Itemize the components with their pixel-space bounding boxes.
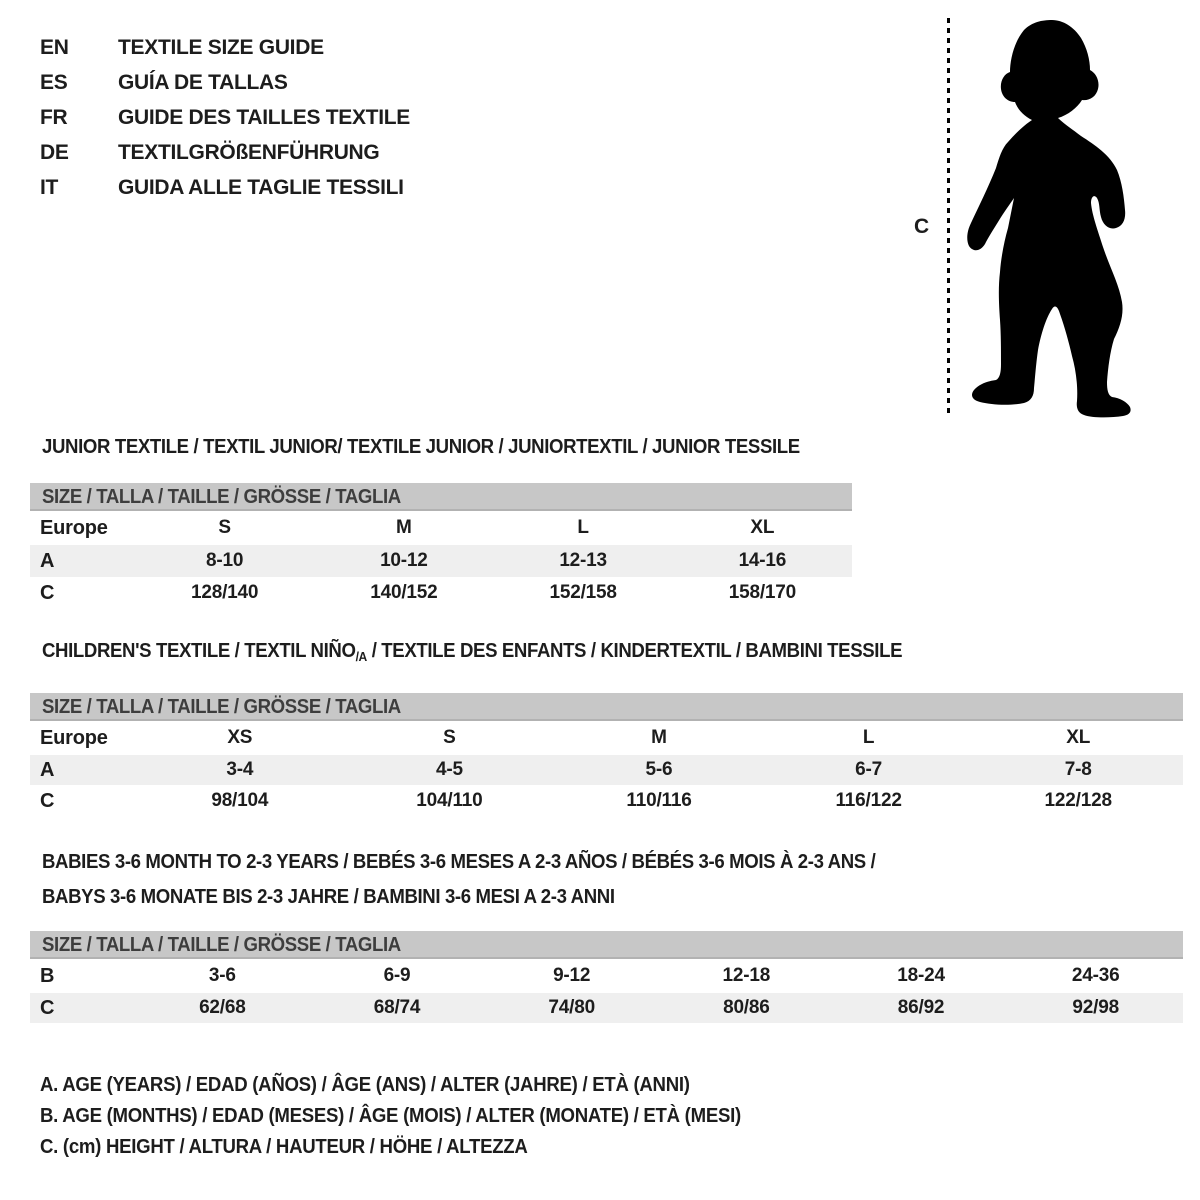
cell: 10-12	[380, 550, 428, 571]
cell: 62/68	[199, 997, 246, 1018]
language-title: GUIDA ALLE TAGLIE TESSILI	[118, 176, 404, 199]
footer-legend	[40, 1070, 794, 1163]
table-row	[30, 959, 1183, 993]
table-row	[30, 511, 852, 545]
language-title: TEXTILGRÖßENFÜHRUNG	[118, 141, 380, 164]
cell: 24-36	[1071, 965, 1120, 986]
cell: 12-13	[559, 550, 607, 571]
legend-line-c: C. (cm) HEIGHT / ALTURA / HAUTEUR / HÖHE / ALTEZZA	[40, 1136, 528, 1158]
row-label: A	[40, 759, 55, 781]
cell: 116/122	[835, 790, 902, 811]
section-title-text	[42, 640, 902, 664]
row-label: C	[40, 582, 55, 604]
cell: 80/86	[723, 997, 770, 1018]
table-row	[30, 993, 1183, 1023]
size-table-junior	[30, 483, 852, 609]
size-header-text: SIZE / TALLA / TAILLE / GRÖSSE / TAGLIA	[42, 486, 401, 508]
table-row	[30, 577, 852, 609]
section-title-children	[42, 640, 967, 664]
cell: 8-10	[206, 550, 244, 571]
cell: 5-6	[645, 759, 673, 780]
cell: S	[443, 727, 456, 748]
height-measure-label: C	[914, 215, 930, 238]
language-code: EN	[40, 36, 69, 59]
title-prefix: CHILDREN'S TEXTILE / TEXTIL NIÑO	[42, 640, 356, 662]
cell: 68/74	[373, 997, 421, 1018]
cell: M	[651, 727, 667, 748]
size-table-children	[30, 693, 1183, 817]
cell: S	[218, 517, 231, 538]
cell: 158/170	[728, 582, 797, 603]
language-title: GUÍA DE TALLAS	[118, 71, 288, 94]
language-title: GUIDE DES TAILLES TEXTILE	[118, 106, 410, 129]
size-table-header	[30, 693, 1183, 721]
row-label: C	[40, 997, 55, 1019]
height-dashed-line	[947, 18, 950, 416]
cell: 128/140	[190, 582, 259, 603]
row-label: B	[40, 965, 55, 987]
cell: 92/98	[1072, 997, 1119, 1018]
table-row	[30, 721, 1183, 755]
cell: XL	[750, 517, 775, 538]
size-header-text: SIZE / TALLA / TAILLE / GRÖSSE / TAGLIA	[42, 696, 401, 718]
table-row	[30, 785, 1183, 817]
section-title-text: JUNIOR TEXTILE / TEXTIL JUNIOR/ TEXTILE JUNIOR / JUNIORTEXTIL / JUNIOR TESSILE	[42, 436, 800, 458]
section-title-line2: BABYS 3-6 MONATE BIS 2-3 JAHRE / BAMBINI 3-6 MESI A 2-3 ANNI	[42, 886, 615, 908]
cell: 152/158	[549, 582, 617, 603]
language-row-de	[40, 135, 410, 170]
cell: XL	[1066, 727, 1091, 748]
cell: 3-6	[208, 965, 236, 986]
cell: 86/92	[897, 997, 945, 1018]
cell: 4-5	[435, 759, 463, 780]
language-row-en	[40, 30, 410, 65]
row-label: A	[40, 550, 55, 572]
row-label: Europe	[40, 727, 108, 749]
cell: 98/104	[211, 790, 269, 811]
cell: 6-7	[855, 759, 883, 780]
cell: 122/128	[1044, 790, 1112, 811]
cell: 18-24	[897, 965, 945, 986]
language-row-es	[40, 65, 410, 100]
size-header-text: SIZE / TALLA / TAILLE / GRÖSSE / TAGLIA	[42, 934, 401, 956]
row-label: C	[40, 790, 55, 812]
legend-line-b: B. AGE (MONTHS) / EDAD (MESES) / ÂGE (MOIS) / ALTER (MONATE) / ETÀ (MESI)	[40, 1105, 741, 1127]
cell: 6-9	[383, 965, 411, 986]
size-table-header	[30, 931, 1183, 959]
size-table-header	[30, 483, 852, 511]
language-row-fr	[40, 100, 410, 135]
cell: L	[577, 517, 589, 538]
table-row	[30, 755, 1183, 785]
section-title-junior	[42, 436, 857, 459]
table-row	[30, 545, 852, 577]
cell: 110/116	[626, 790, 692, 811]
cell: 140/152	[370, 582, 438, 603]
cell: 9-12	[553, 965, 591, 986]
title-subscript: /A	[355, 649, 367, 664]
language-list	[40, 30, 410, 205]
size-table-babies	[30, 931, 1183, 1023]
cell: 7-8	[1064, 759, 1092, 780]
cell: L	[862, 727, 875, 748]
cell: 104/110	[416, 790, 483, 811]
language-code: ES	[40, 71, 68, 94]
language-code: FR	[40, 106, 68, 129]
cell: XS	[227, 727, 253, 748]
language-code: IT	[40, 176, 59, 199]
cell: 3-4	[226, 759, 254, 780]
legend-line-a: A. AGE (YEARS) / EDAD (AÑOS) / ÂGE (ANS) / ALTER (JAHRE) / ETÀ (ANNI)	[40, 1074, 690, 1096]
section-title-line1: BABIES 3-6 MONTH TO 2-3 YEARS / BEBÉS 3-6 MESES A 2-3 AÑOS / BÉBÉS 3-6 MOIS À 2-3 ANS /	[42, 851, 876, 873]
cell: 12-18	[722, 965, 771, 986]
title-suffix: / TEXTILE DES ENFANTS / KINDERTEXTIL / BAMBINI TESSILE	[366, 640, 903, 662]
language-row-it	[40, 170, 410, 205]
language-code: DE	[40, 141, 69, 164]
toddler-silhouette-icon	[960, 12, 1145, 420]
cell: 74/80	[548, 997, 595, 1018]
section-title-babies	[42, 845, 938, 915]
language-title: TEXTILE SIZE GUIDE	[118, 36, 324, 59]
cell: 14-16	[738, 550, 787, 571]
cell: M	[396, 517, 412, 538]
row-label: Europe	[40, 517, 108, 539]
